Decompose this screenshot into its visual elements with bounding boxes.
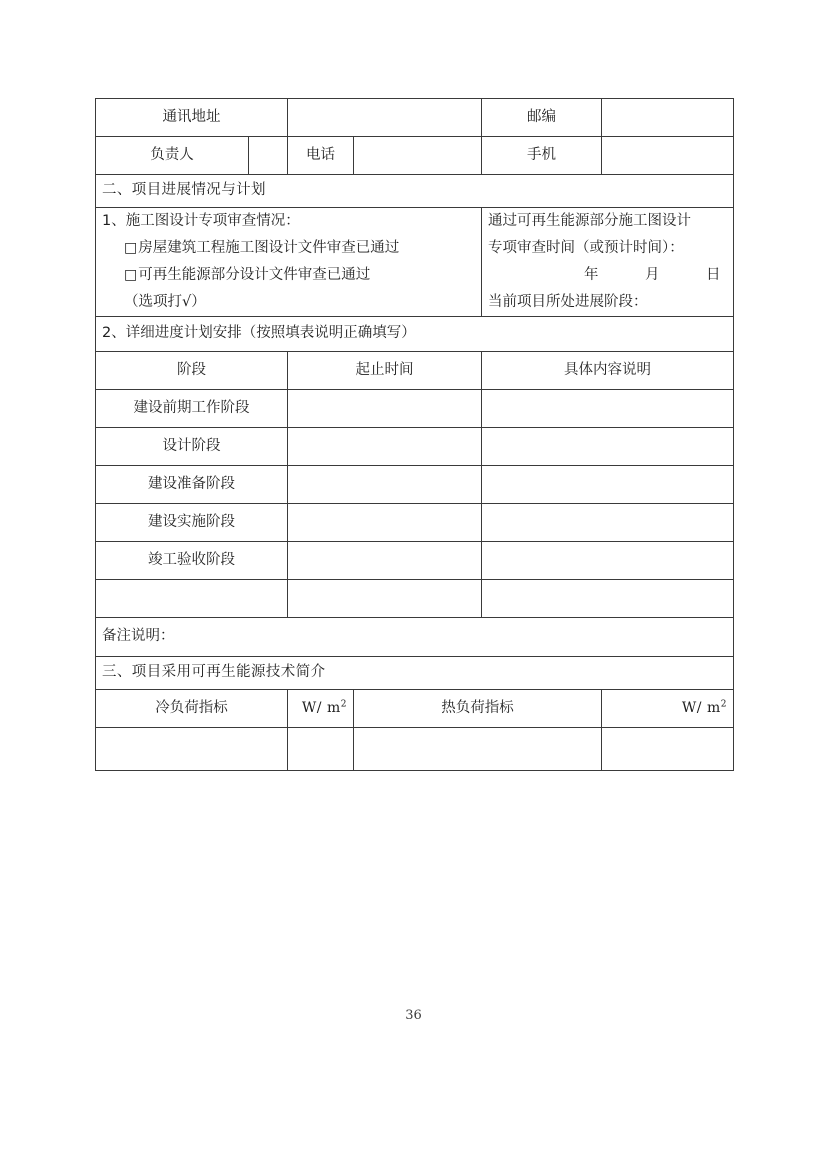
cooling-load-unit [288, 690, 354, 728]
table-row [96, 390, 734, 428]
schedule-header-stage: 阶段 [96, 352, 288, 390]
postcode-value-field[interactable] [602, 99, 734, 137]
note-label[interactable]: 备注说明： [96, 618, 734, 657]
heating-load-unit [602, 690, 734, 728]
cooling-unit-text: W/ m [301, 699, 341, 716]
schedule-period-field[interactable] [288, 428, 482, 466]
row-schedule-header [96, 352, 734, 390]
table-row [96, 504, 734, 542]
cooling-load-label: 冷负荷指标 [96, 690, 288, 728]
schedule-stage-label: 建设前期工作阶段 [96, 390, 288, 428]
review-status-title: 1、施工图设计专项审查情况： [102, 213, 300, 229]
row-address [96, 99, 734, 137]
page-number: 36 [405, 1008, 422, 1023]
heating-unit-text: W/ m [681, 699, 721, 716]
review-date-field[interactable]: 年 月 日 [584, 267, 737, 283]
table-row [96, 542, 734, 580]
project-progress-form [95, 98, 737, 771]
cooling-unit-exponent: 2 [340, 698, 347, 709]
schedule-detail-field[interactable] [482, 390, 734, 428]
row-review-status [96, 208, 734, 317]
schedule-period-field[interactable] [288, 390, 482, 428]
postcode-label: 邮编 [482, 99, 602, 137]
row-section-two-heading [96, 175, 734, 208]
schedule-stage-label: 设计阶段 [96, 428, 288, 466]
checkbox-option-2-label: 可再生能源部分设计文件审查已通过 [138, 267, 371, 283]
schedule-period-field[interactable] [288, 504, 482, 542]
heating-unit-value-field[interactable] [602, 728, 734, 771]
heating-load-value-field[interactable] [354, 728, 602, 771]
schedule-header-detail: 具体内容说明 [482, 352, 734, 390]
address-value-field[interactable] [288, 99, 482, 137]
schedule-period-field[interactable] [288, 542, 482, 580]
checkbox-option-1-label: 房屋建筑工程施工图设计文件审查已通过 [138, 240, 400, 256]
schedule-detail-field[interactable] [482, 466, 734, 504]
row-load-indicator-values [96, 728, 734, 771]
checkbox-option-2[interactable] [102, 262, 475, 289]
schedule-header-period: 起止时间 [288, 352, 482, 390]
cooling-load-value-field[interactable] [96, 728, 288, 771]
table-row [96, 466, 734, 504]
schedule-stage-label: 建设准备阶段 [96, 466, 288, 504]
review-time-line-1: 通过可再生能源部分施工图设计 [488, 213, 691, 229]
section-two-heading: 二、项目进展情况与计划 [96, 175, 734, 208]
current-stage-label: 当前项目所处进展阶段： [488, 294, 648, 310]
table-row [96, 428, 734, 466]
schedule-stage-label: 竣工验收阶段 [96, 542, 288, 580]
schedule-period-field[interactable] [288, 580, 482, 618]
row-section-three-heading [96, 657, 734, 690]
row-note [96, 618, 734, 657]
mobile-label: 手机 [482, 137, 602, 175]
phone-label: 电话 [288, 137, 354, 175]
schedule-title: 2、详细进度计划安排（按照填表说明正确填写） [96, 317, 734, 352]
schedule-stage-field[interactable] [96, 580, 288, 618]
row-load-indicator-header [96, 690, 734, 728]
schedule-detail-field[interactable] [482, 504, 734, 542]
table-row [96, 580, 734, 618]
schedule-detail-field[interactable] [482, 542, 734, 580]
phone-value-field[interactable] [354, 137, 482, 175]
manager-value-field[interactable] [249, 137, 288, 175]
heating-load-label: 热负荷指标 [354, 690, 602, 728]
mobile-value-field[interactable] [602, 137, 734, 175]
cooling-unit-value-field[interactable] [288, 728, 354, 771]
section-three-heading: 三、项目采用可再生能源技术简介 [96, 657, 734, 690]
review-time-line-2: 专项审查时间（或预计时间）： [488, 240, 684, 256]
checkbox-icon[interactable]: □ [124, 240, 138, 256]
heating-unit-exponent: 2 [720, 698, 727, 709]
checkbox-hint: （选项打√） [124, 294, 206, 310]
row-manager [96, 137, 734, 175]
schedule-detail-field[interactable] [482, 428, 734, 466]
schedule-stage-label: 建设实施阶段 [96, 504, 288, 542]
review-status-cell [96, 208, 482, 317]
checkbox-option-1[interactable] [102, 235, 475, 262]
manager-label: 负责人 [96, 137, 249, 175]
schedule-period-field[interactable] [288, 466, 482, 504]
row-schedule-title [96, 317, 734, 352]
checkbox-icon[interactable]: □ [124, 267, 138, 283]
address-label: 通讯地址 [96, 99, 288, 137]
form-container [95, 98, 737, 771]
review-time-cell [482, 208, 737, 317]
schedule-detail-field[interactable] [482, 580, 734, 618]
